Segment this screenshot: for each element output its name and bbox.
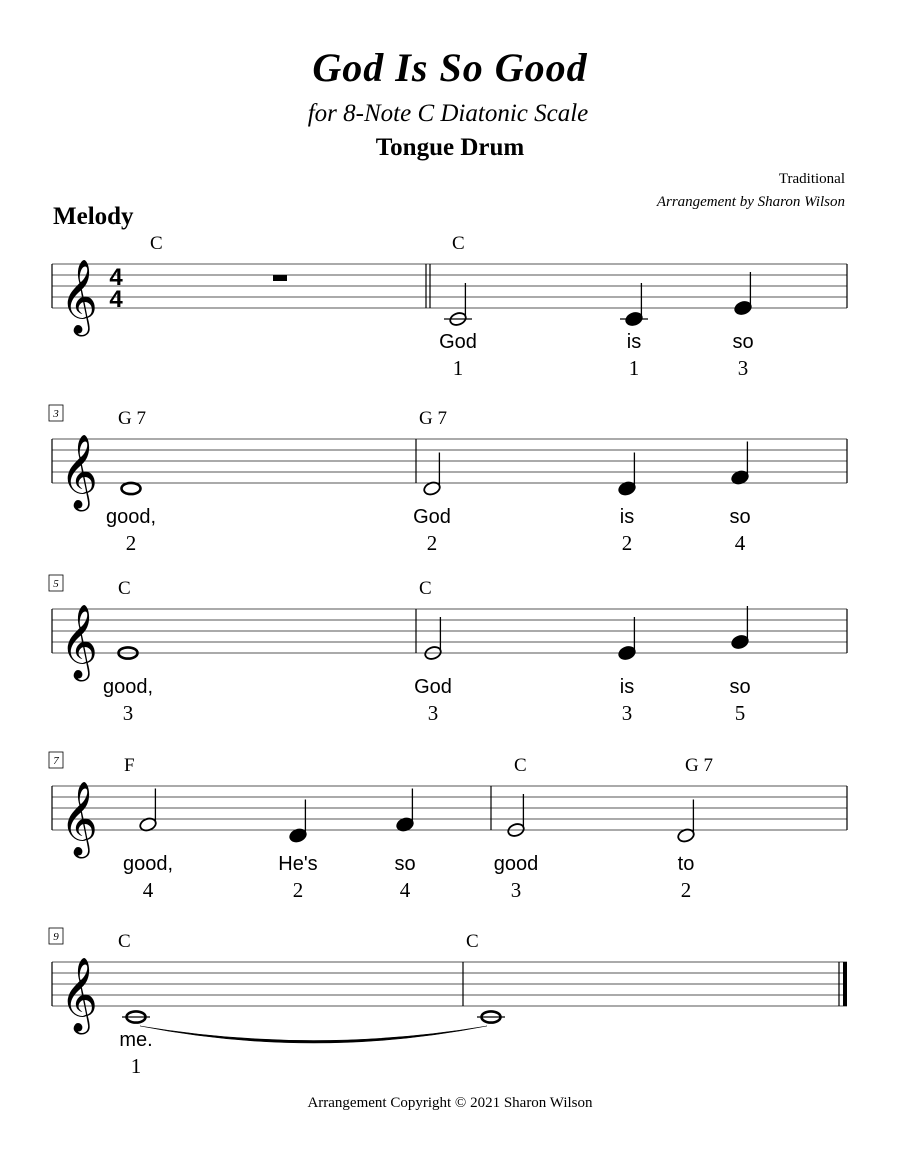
drum-note-number: 4 (399, 878, 411, 902)
staff-system (49, 405, 847, 555)
notehead (122, 483, 141, 494)
chord-symbol: C (419, 578, 432, 599)
drum-note-number: 3 (621, 701, 633, 725)
lyric: good (493, 853, 539, 875)
lyric: me. (119, 1029, 153, 1051)
lyric: is (626, 331, 642, 353)
lyric: is (619, 676, 635, 698)
note (394, 789, 415, 903)
measure-number: 5 (53, 578, 59, 590)
notehead (618, 645, 637, 661)
drum-note-number: 4 (734, 531, 746, 555)
chord-symbol: C (150, 233, 163, 254)
drum-note-number: 3 (427, 701, 439, 725)
staff-system (49, 928, 847, 1078)
tie (140, 1026, 487, 1043)
drum-note-number: 3 (510, 878, 522, 902)
note (278, 800, 317, 903)
treble-clef-icon: 𝄞 (60, 435, 98, 509)
final-barline-thick (843, 962, 847, 1006)
drum-note-number: 3 (737, 356, 749, 380)
score-title: God Is So Good (312, 45, 588, 90)
notehead (731, 634, 750, 650)
lyric: good, (102, 676, 154, 698)
chord-symbol: G 7 (685, 755, 713, 776)
lyric: God (414, 676, 452, 698)
music-systems (49, 233, 847, 1078)
staff-system (52, 233, 847, 380)
chord-symbol: C (118, 931, 131, 952)
drum-note-number: 4 (142, 878, 154, 902)
chord-symbol: F (124, 755, 135, 776)
note (123, 789, 173, 903)
chord-symbol: C (452, 233, 465, 254)
treble-clef-icon: 𝄞 (60, 605, 98, 679)
composer-credit: Traditional (778, 171, 845, 187)
drum-note-number: 2 (426, 531, 438, 555)
note (414, 617, 452, 725)
lyric: is (619, 506, 635, 528)
treble-clef-icon: 𝄞 (60, 958, 98, 1032)
measure-number: 3 (53, 408, 59, 420)
whole-rest (273, 275, 287, 281)
measure-number: 7 (53, 755, 59, 767)
notehead (734, 300, 753, 316)
note (618, 617, 637, 725)
note (103, 647, 153, 725)
drum-note-number: 2 (680, 878, 692, 902)
drum-note-number: 2 (292, 878, 304, 902)
note (677, 800, 696, 903)
lyric: to (677, 853, 695, 875)
chord-symbol: G 7 (118, 408, 146, 429)
score-subtitle: for 8-Note C Diatonic Scale (307, 100, 589, 127)
drum-note-number: 1 (452, 356, 464, 380)
note (729, 606, 750, 725)
lyric: good, (105, 506, 157, 528)
note (620, 283, 648, 380)
copyright-notice: Arrangement Copyright © 2021 Sharon Wilson (307, 1095, 593, 1111)
lyric: good, (122, 853, 174, 875)
time-signature-bottom: 4 (109, 286, 123, 313)
time-signature-top: 4 (109, 264, 123, 291)
note (729, 442, 750, 556)
note (732, 272, 753, 380)
note (439, 283, 477, 380)
chord-symbol: C (118, 578, 131, 599)
drum-note-number: 1 (130, 1054, 142, 1078)
lyric: so (729, 506, 751, 528)
drum-note-number: 3 (122, 701, 134, 725)
drum-note-number: 5 (734, 701, 746, 725)
drum-note-number: 1 (628, 356, 640, 380)
lyric: so (732, 331, 754, 353)
chord-symbol: G 7 (419, 408, 447, 429)
note (618, 453, 637, 556)
notehead (625, 311, 644, 327)
drum-note-number: 2 (125, 531, 137, 555)
lyric: God (413, 506, 451, 528)
note (477, 1011, 505, 1022)
note (494, 794, 539, 902)
measure-number: 9 (53, 931, 59, 943)
lyric: He's (278, 853, 318, 875)
part-name: Melody (53, 203, 134, 230)
instrument-name: Tongue Drum (375, 134, 525, 161)
lyric: so (394, 853, 416, 875)
drum-note-number: 2 (621, 531, 633, 555)
staff-system (49, 575, 847, 725)
chord-symbol: C (514, 755, 527, 776)
note (106, 483, 156, 555)
note (413, 453, 451, 556)
treble-clef-icon: 𝄞 (60, 782, 98, 856)
arranger-credit: Arrangement by Sharon Wilson (656, 194, 845, 210)
chord-symbol: C (466, 931, 479, 952)
treble-clef-icon: 𝄞 (60, 260, 98, 334)
staff-system (49, 752, 847, 902)
lyric: God (439, 331, 477, 353)
lyric: so (729, 676, 751, 698)
note (119, 1011, 152, 1078)
